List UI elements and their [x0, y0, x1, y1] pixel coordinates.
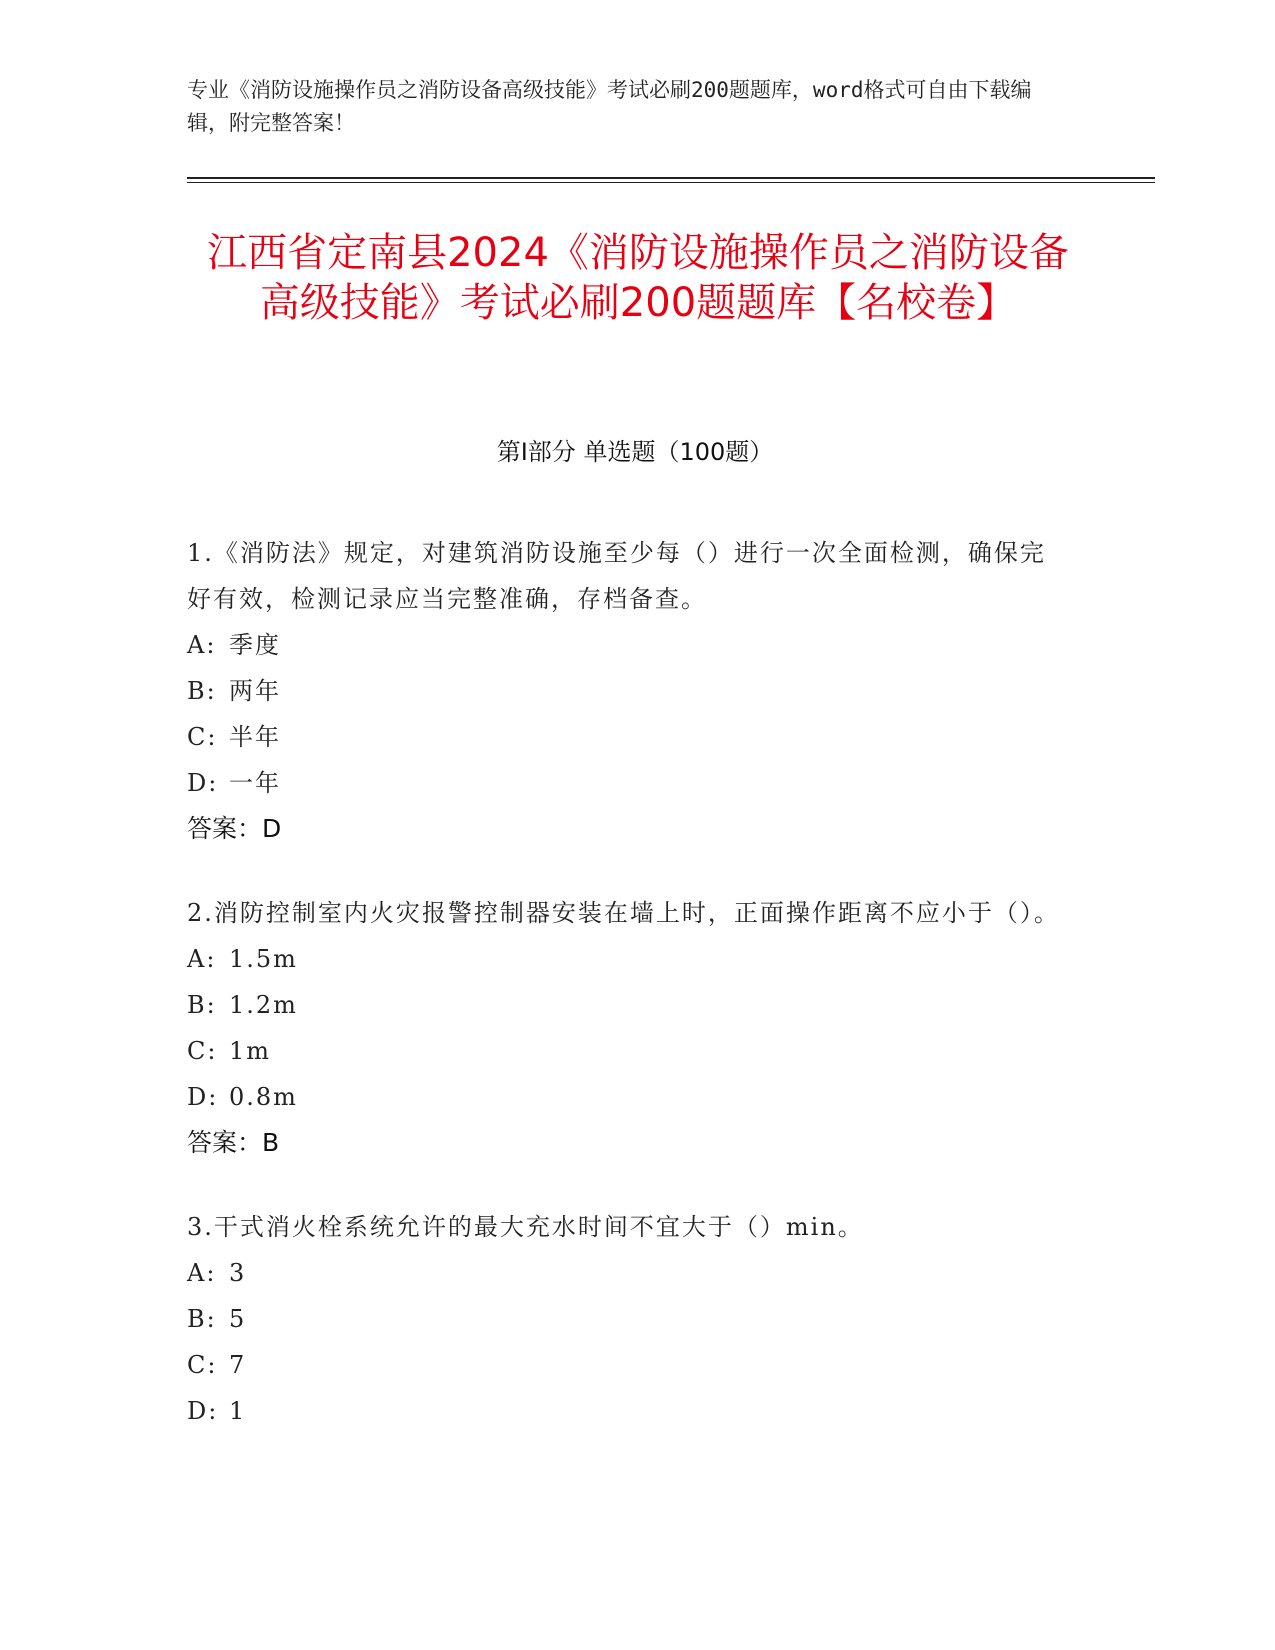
header-divider: [187, 177, 1155, 179]
option-text: 季度: [229, 631, 281, 659]
option-a: [187, 1250, 1067, 1296]
option-letter: C:: [187, 723, 218, 751]
question-list: [187, 530, 1067, 1472]
option-letter: A:: [187, 1259, 217, 1287]
option-letter: B:: [187, 991, 217, 1019]
option-letter: D:: [187, 1083, 219, 1111]
question-stem: 1.《消防法》规定，对建筑消防设施至少每（）进行一次全面检测，确保完好有效，检测记录应当完整准确，存档备查。: [187, 539, 1046, 613]
header-note: 专业《消防设施操作员之消防设备高级技能》考试必刷200题题库，word格式可自由下载编辑，附完整答案！: [187, 78, 1032, 135]
option-text: 5: [229, 1305, 247, 1333]
option-c: [187, 1028, 1067, 1074]
option-text: 半年: [229, 723, 281, 751]
option-letter: B:: [187, 677, 217, 705]
option-letter: D:: [187, 1397, 219, 1425]
option-letter: A:: [187, 631, 217, 659]
option-text: 1m: [229, 1037, 272, 1065]
question-stem: 3.干式消火栓系统允许的最大充水时间不宜大于（）min。: [187, 1213, 864, 1241]
option-text: 两年: [229, 677, 281, 705]
option-text: 1: [229, 1397, 247, 1425]
option-letter: D:: [187, 769, 219, 797]
answer-line: 答案：D: [187, 814, 282, 843]
option-a: [187, 936, 1067, 982]
option-text: 1.2m: [229, 991, 298, 1019]
question-1: [187, 530, 1067, 852]
option-text: 一年: [229, 769, 281, 797]
question-2: [187, 890, 1067, 1166]
option-letter: C:: [187, 1351, 218, 1379]
option-b: [187, 668, 1067, 714]
option-letter: C:: [187, 1037, 218, 1065]
question-3: [187, 1204, 1067, 1434]
option-text: 0.8m: [229, 1083, 298, 1111]
section-title: 第I部分 单选题（100题）: [496, 438, 774, 466]
option-d: [187, 1074, 1067, 1120]
header-divider-thin: [187, 182, 1155, 183]
answer-line: 答案：B: [187, 1128, 280, 1157]
option-text: 7: [229, 1351, 247, 1379]
option-a: [187, 622, 1067, 668]
option-text: 1.5m: [229, 945, 298, 973]
question-stem: 2.消防控制室内火灾报警控制器安装在墙上时，正面操作距离不应小于（）。: [187, 899, 1060, 927]
option-c: [187, 714, 1067, 760]
document-title: 江西省定南县2024《消防设施操作员之消防设备高级技能》考试必刷200题题库【名校卷】: [207, 230, 1069, 326]
option-c: [187, 1342, 1067, 1388]
option-d: [187, 760, 1067, 806]
option-letter: B:: [187, 1305, 217, 1333]
option-letter: A:: [187, 945, 217, 973]
option-text: 3: [229, 1259, 247, 1287]
option-b: [187, 982, 1067, 1028]
option-d: [187, 1388, 1067, 1434]
option-b: [187, 1296, 1067, 1342]
